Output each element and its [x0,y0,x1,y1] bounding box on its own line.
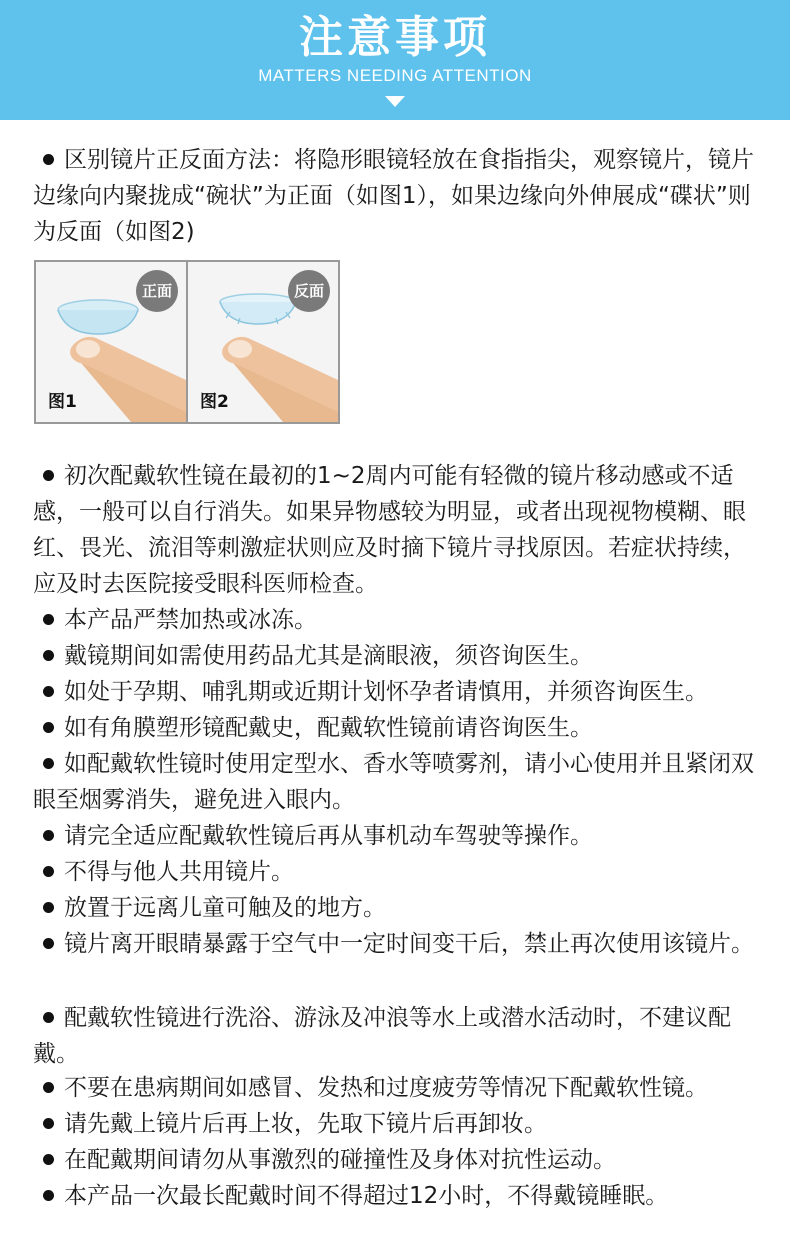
bullet-icon [43,1190,54,1201]
figure-1-label: 图1 [48,392,77,412]
bullet-icon [43,722,54,733]
list-item: 在配戴期间请勿从事激烈的碰撞性及身体对抗性运动。 [33,1142,763,1178]
page-subtitle: MATTERS NEEDING ATTENTION [258,66,532,85]
list-item: 本产品严禁加热或冰冻。 [33,602,763,638]
bullet-icon [43,154,54,165]
back-badge: 反面 [288,270,330,312]
page-title: 注意事项 [299,12,491,63]
figure-2-label: 图2 [200,392,229,412]
list-item: 戴镜期间如需使用药品尤其是滴眼液，须咨询医生。 [33,638,763,674]
list-item: 如有角膜塑形镜配戴史，配戴软性镜前请咨询医生。 [33,710,763,746]
front-badge: 正面 [136,270,178,312]
list-item: 镜片离开眼睛暴露于空气中一定时间变干后，禁止再次使用该镜片。 [33,926,763,962]
list-item: 初次配戴软性镜在最初的1~2周内可能有轻微的镜片移动感或不适感，一般可以自行消失。如果异物感较为明显，或者出现视物模糊、眼红、畏光、流泪等刺激症状则应及时摘下镜片寻找原因。若症状持续，应及时去医院接受眼科医师检查。 [33,463,746,597]
header-banner [0,0,790,120]
list-item: 本产品一次最长配戴时间不得超过12小时，不得戴镜睡眠。 [33,1178,763,1214]
figure-front [34,260,188,424]
bullet-icon [43,650,54,661]
bullet-icon [43,938,54,949]
list-item: 请完全适应配戴软性镜后再从事机动车驾驶等操作。 [33,818,763,854]
list-item: 不得与他人共用镜片。 [33,854,763,890]
intro-paragraph [33,142,763,250]
list-item: 配戴软性镜进行洗浴、游泳及冲浪等水上或潜水活动时，不建议配戴。 [33,1005,731,1067]
bullet-icon [43,1154,54,1165]
bullet-icon [43,758,54,769]
bullet-icon [43,686,54,697]
bullet-icon [43,1118,54,1129]
bullet-icon [43,830,54,841]
figure-back [186,260,340,424]
bullet-icon [43,1082,54,1093]
list-item: 如处于孕期、哺乳期或近期计划怀孕者请慎用，并须咨询医生。 [33,674,763,710]
intro-text: 区别镜片正反面方法：将隐形眼镜轻放在食指指尖，观察镜片，镜片边缘向内聚拢成“碗状”为正面（如图1），如果边缘向外伸展成“碟状”则为反面（如图2) [33,147,754,245]
bullet-icon [43,470,54,481]
bullet-icon [43,866,54,877]
list-item: 不要在患病期间如感冒、发热和过度疲劳等情况下配戴软性镜。 [33,1070,763,1106]
list-item: 请先戴上镜片后再上妆，先取下镜片后再卸妆。 [33,1106,763,1142]
list-item: 如配戴软性镜时使用定型水、香水等喷雾剂，请小心使用并且紧闭双眼至烟雾消失，避免进入眼内。 [33,751,754,813]
bullet-icon [43,1012,54,1023]
bullet-icon [43,902,54,913]
down-arrow-icon [385,96,405,107]
lens-figures [34,260,346,422]
list-item: 放置于远离儿童可触及的地方。 [33,890,763,926]
bullet-icon [43,614,54,625]
